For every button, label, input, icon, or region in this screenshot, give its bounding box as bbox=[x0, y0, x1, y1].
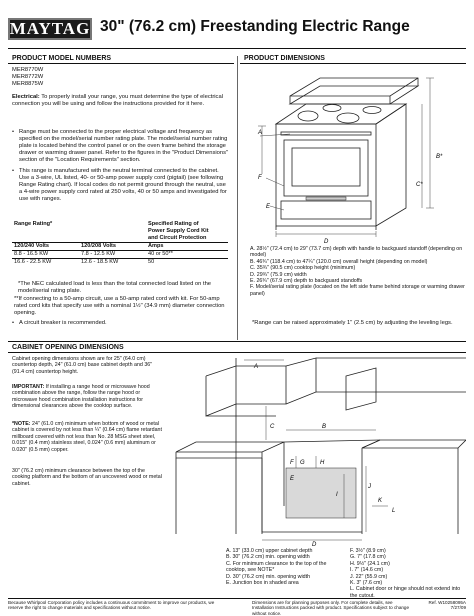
footer-left: Because Whirlpool Corporation policy includes a continuous commitment to improve our products, we reserve the right to change materials and specifications without notice. bbox=[8, 600, 215, 611]
electrical-bullets bbox=[12, 129, 230, 207]
logo-text: MAYTAG bbox=[9, 19, 91, 38]
cab-label-c: C bbox=[270, 424, 275, 430]
cab-label-h: H bbox=[320, 460, 325, 466]
cab-label-f: F bbox=[290, 460, 294, 466]
cab-dim-item: B. 30" (76.2 cm) min. opening width bbox=[226, 554, 310, 561]
dim-label-c: C* bbox=[416, 182, 423, 188]
footer-middle: Dimensions are for planning purposes only. For complete details, see Installation Instructions packed with product. Specifications subject to change without notice. bbox=[252, 600, 410, 616]
maytag-logo bbox=[8, 18, 92, 40]
cabinet-important bbox=[12, 384, 164, 410]
model-number: MER8772W bbox=[12, 74, 44, 80]
cab-label-g: G bbox=[300, 460, 305, 466]
cab-label-i: I bbox=[336, 492, 338, 498]
cell-amps: 50 bbox=[146, 259, 228, 267]
dim-label-b: B* bbox=[436, 154, 443, 160]
ref-date: 7/27/09 bbox=[450, 605, 466, 611]
model-number: MER8770W bbox=[12, 67, 44, 73]
electrical-paragraph bbox=[12, 94, 230, 108]
dim-item: B. 46¾" (118.4 cm) to 47¼" (120.0 cm) overall height (depending on model) bbox=[250, 258, 428, 265]
models-rule bbox=[8, 63, 234, 64]
dim-item: A. 28½" (72.4 cm) to 29" (73.7 cm) depth with handle to backguard standoff (depending on model) bbox=[250, 246, 463, 259]
bullet-item: • This range is manufactured with the neutral terminal connected to the cabinet. Use a 3-wire, UL listed, 40- or 50-amp power supply cord (pigtail) (see following Range Rating chart). If local codes do not permit ground through the neutral, use a 4-wire power supply cord rated at 250 volts, 40 or 50 amps and investigated for use with ranges. bbox=[12, 168, 230, 203]
bullet-item: • Range must be connected to the proper electrical voltage and frequency as specified on the model/serial number rating plate. The model/serial number rating plate is located behind the control panel or on the oven frame behind the storage drawer or warming drawer panel. Refer to the figures in the "Product Dimensions" section of the "Location Requirements" section. bbox=[12, 129, 230, 164]
footer-ref bbox=[416, 600, 466, 611]
dim-item: C. 35¾" (90.5 cm) cooktop height (minimum) bbox=[250, 265, 356, 272]
dim-item: F. Model/serial rating plate (located on the left side frame behind storage or warming drawer panel) bbox=[250, 284, 465, 297]
dim-label-e: E bbox=[266, 204, 271, 210]
subhead-amps: Amps bbox=[146, 243, 228, 251]
cab-label-k: K bbox=[378, 498, 383, 504]
col-spec-line2: Power Supply Cord Kit bbox=[148, 228, 209, 234]
col-spec-line3: and Circuit Protection bbox=[148, 235, 207, 241]
header-rule bbox=[8, 48, 466, 49]
cab-dim-item: C. For minimum clearance to the top of the cooktop, see NOTE* bbox=[226, 560, 327, 574]
cell-208: 12.6 - 18.5 KW bbox=[79, 259, 146, 267]
cell-240: 16.6 - 22.5 KW bbox=[12, 259, 79, 267]
cab-dim-item: G. 7" (17.8 cm) bbox=[350, 554, 386, 561]
note-label: *NOTE: bbox=[12, 421, 31, 427]
cabinet-note bbox=[12, 421, 164, 453]
cab-dim-item: E. Junction box in shaded area bbox=[226, 580, 299, 587]
cab-dim-item: L. Cabinet door or hinge should not extend into the cutout. bbox=[350, 586, 461, 599]
note-text: 24" (61.0 cm) minimum when bottom of wood or metal cabinet is covered by not less than ¼" (0.64 cm) flame retardant millboard covered with not less than No. 28 MSG sheet steel, 0.015" (0.4 mm) stainless steel, 0.024" (0.6 mm) aluminum or 0.020" (0.5 mm) copper. bbox=[12, 421, 162, 453]
col-spec-line1: Specified Rating of bbox=[148, 221, 199, 227]
important-text: If installing a range hood or microwave hood combination above the range, follow the range hood or microwave hood combination installation instructions for dimensional clearances above the cooktop surface. bbox=[12, 384, 150, 410]
model-list bbox=[12, 67, 43, 88]
rating-note-2: **If connecting to a 50-amp circuit, use a 50-amp rated cord with kit. For 50-amp rated cord kits that specify use with a nominal 1½" (34.9 mm) diameter connection opening. bbox=[14, 296, 225, 316]
cab-label-a: A bbox=[254, 364, 259, 370]
dim-item: D. 29¾" (75.9 cm) width bbox=[250, 271, 307, 278]
range-diagram bbox=[240, 66, 466, 246]
range-rating-table bbox=[12, 221, 228, 266]
cabinet-heading: CABINET OPENING DIMENSIONS bbox=[12, 344, 124, 351]
cell-240: 8.8 - 16.5 KW bbox=[12, 251, 79, 259]
subhead-240: 120/240 Volts bbox=[12, 243, 79, 251]
table-row bbox=[12, 259, 228, 267]
dim-item: E. 26¾" (67.9 cm) depth to backguard standoffs bbox=[250, 278, 363, 285]
important-label: IMPORTANT: bbox=[12, 384, 45, 390]
rating-note-1: *The NEC calculated load is less than the total connected load listed on the model/serial rating plate. bbox=[18, 281, 212, 294]
dim-label-d: D bbox=[324, 239, 329, 245]
cell-208: 7.8 - 12.5 KW bbox=[79, 251, 146, 259]
cabinet-list-left bbox=[226, 548, 344, 586]
cab-dim-item: D. 30" (76.2 cm) min. opening width bbox=[226, 573, 311, 580]
cab-dim-item: J. 22" (55.9 cm) bbox=[350, 573, 388, 580]
cabinet-diagram bbox=[166, 356, 466, 546]
dim-label-a: A bbox=[258, 130, 263, 136]
cabinet-list-right bbox=[350, 548, 466, 599]
subhead-208: 120/208 Volts bbox=[79, 243, 146, 251]
bullet-item: • A circuit breaker is recommended. bbox=[12, 320, 230, 327]
models-heading: PRODUCT MODEL NUMBERS bbox=[12, 55, 112, 62]
cab-label-e: E bbox=[290, 476, 295, 482]
cab-dim-item: A. 13" (33.0 cm) upper cabinet depth bbox=[226, 548, 313, 554]
cab-dim-item: I. 7" (14.6 cm) bbox=[350, 567, 384, 574]
cabinet-rule bbox=[8, 341, 466, 342]
dim-label-f: F bbox=[258, 175, 262, 181]
electrical-text: To properly install your range, you must determine the type of electrical connection you will be using and follow the instructions provided for it here. bbox=[12, 94, 223, 107]
page-title: 30" (76.2 cm) Freestanding Electric Range bbox=[100, 18, 410, 35]
model-number: MER8875W bbox=[12, 81, 44, 87]
clearance-paragraph: 30" (76.2 cm) minimum clearance between the top of the cooking platform and the bottom of an uncovered wood or metal cabinet. bbox=[12, 468, 162, 487]
cab-label-d: D bbox=[312, 542, 317, 546]
leveling-note: *Range can be raised approximately 1" (2.5 cm) by adjusting the leveling legs. bbox=[252, 320, 453, 326]
product-dims-rule bbox=[240, 63, 466, 64]
column-divider bbox=[237, 56, 238, 340]
cab-label-j: J bbox=[368, 484, 371, 490]
electrical-label: Electrical: bbox=[12, 94, 40, 100]
table-row bbox=[12, 251, 228, 259]
cabinet-intro: Cabinet opening dimensions shown are for 25" (64.0 cm) countertop depth, 24" (61.0 cm) base cabinet depth and 36" (91.4 cm) countertop height. bbox=[12, 356, 153, 375]
col-range-rating: Range Rating* bbox=[14, 221, 53, 227]
cabinet-heading-rule bbox=[8, 352, 466, 353]
cab-dim-item: K. 3" (7.6 cm) bbox=[350, 580, 383, 587]
cab-label-l: L bbox=[392, 508, 396, 514]
footer-rule bbox=[8, 598, 466, 599]
product-dims-heading: PRODUCT DIMENSIONS bbox=[244, 55, 325, 62]
product-dims-list bbox=[250, 246, 465, 297]
cab-dim-item: H. 9½" (24.1 cm) bbox=[350, 560, 390, 567]
cell-amps: 40 or 50** bbox=[146, 251, 228, 259]
ref-number: Ref. W10258095A bbox=[428, 600, 466, 605]
cab-dim-item: F. 3½" (8.9 cm) bbox=[350, 548, 386, 554]
breaker-bullet bbox=[12, 320, 230, 331]
cab-label-b: B bbox=[322, 424, 327, 430]
